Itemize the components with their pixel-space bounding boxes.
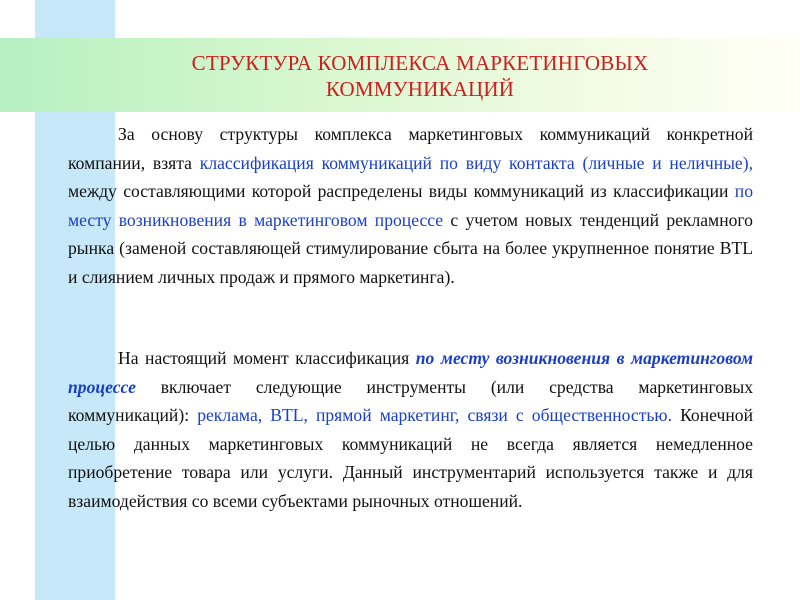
title-line-1: СТРУКТУРА КОМПЛЕКСА МАРКЕТИНГОВЫХ: [191, 51, 649, 75]
p2-text-3: Конечной целью данных маркетинговых коммуникаций не всегда является немедленное приобретение товара или услуги. Данный инструментарий используется также и для взаимодействия со всеми субъектами рыночных отношений.: [68, 405, 753, 511]
paragraph-1: [68, 120, 753, 291]
p2-text-2: включает следующие инструменты (или средства маркетинговых коммуникаций):: [68, 376, 753, 425]
title-line-2: КОММУНИКАЦИЙ: [325, 77, 515, 101]
p2-highlight-tools: реклама, BTL, прямой маркетинг, связи с общественностью.: [197, 405, 672, 425]
p1-highlight-contact-classification: классификация коммуникаций по виду контакта (личные и неличные),: [199, 152, 753, 173]
p1-text-3: с учетом новых тенденций рекламного рынка (заменой составляющей стимулирование сбыта на более укрупненное понятие BTL и слиянием личных продаж и прямого маркетинга).: [68, 209, 753, 287]
p1-highlight-origin-place: по месту возникновения в маркетинговом процессе: [68, 181, 753, 230]
p1-text-1: За основу структуры комплекса маркетинговых коммуникаций конкретной компании, взята: [68, 124, 753, 173]
slide-title: [100, 50, 740, 102]
p2-highlight-origin-place: по месту возникновения в маркетинговом процессе: [68, 348, 753, 397]
paragraph-2: [68, 344, 753, 515]
p1-text-2: между составляющими которой распределены виды коммуникаций из классификации: [68, 181, 735, 201]
p2-text-1: На настоящий момент классификация: [118, 348, 416, 368]
